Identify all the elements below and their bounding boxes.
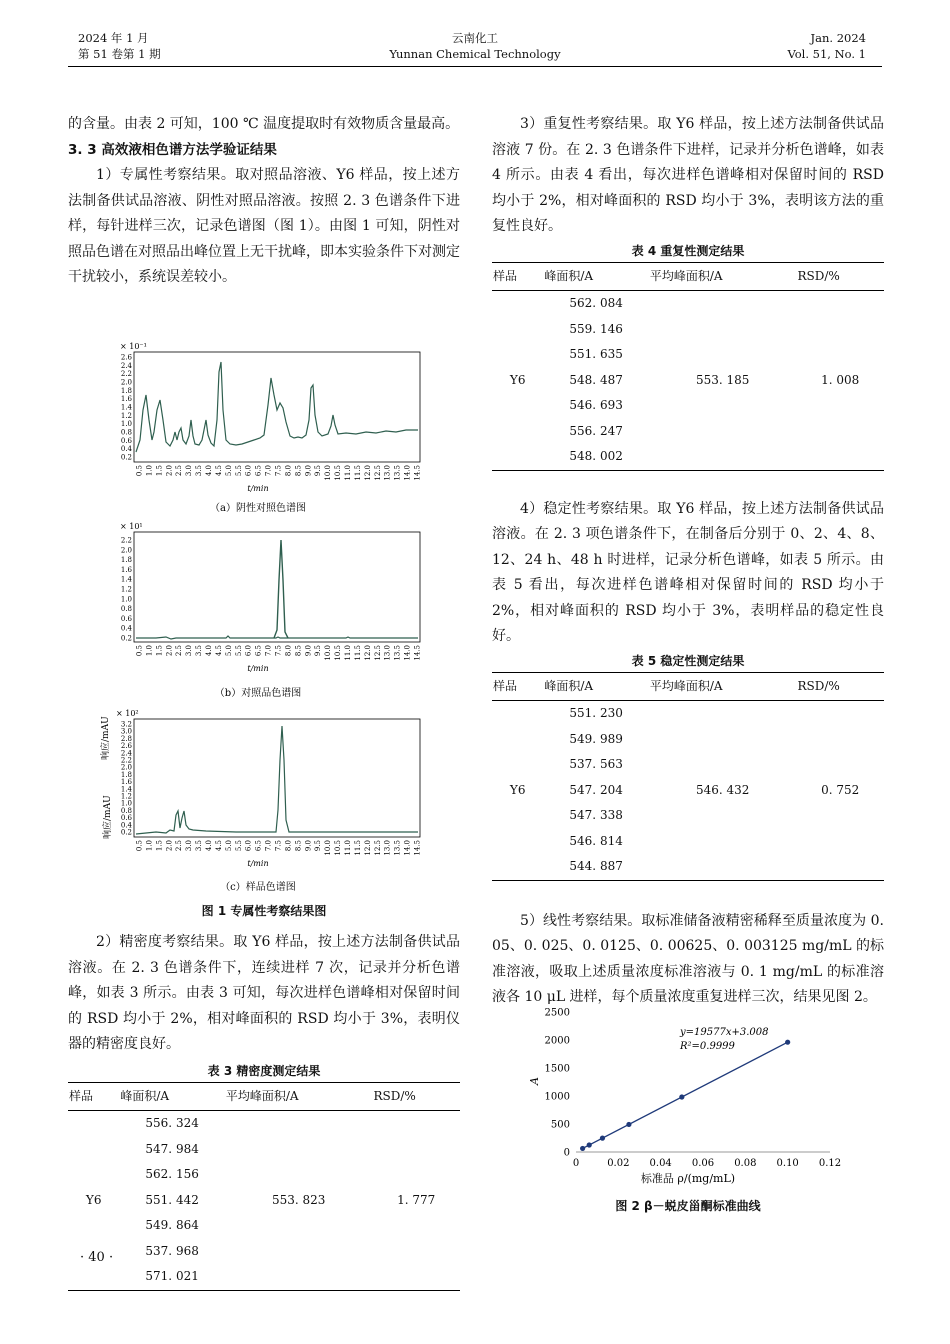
x-tick-label: 0.12 <box>818 1158 842 1169</box>
y-tick-label: 2.8 <box>120 734 132 743</box>
x-tick-label: 6.0 <box>244 645 253 657</box>
table-cell-mean: 553. 823 <box>225 1111 373 1291</box>
y-tick-label: 1.4 <box>120 785 132 794</box>
table-cell-area: 562. 084 <box>569 296 623 310</box>
x-tick-label: 9.0 <box>304 840 313 852</box>
chromatogram-b <box>120 522 422 699</box>
x-tick-label: 0.04 <box>649 1158 672 1169</box>
table-header-cell: 样品 <box>492 672 543 701</box>
y-tick-label: 2500 <box>544 1007 570 1019</box>
table-cell-area: 571. 021 <box>119 1264 225 1290</box>
x-tick-label: 11.0 <box>344 840 352 856</box>
paragraph-precision: 2）精密度考察结果。取 Y6 样品，按上述方法制备供试品溶液。在 2. 3 色谱条件下，连续进样 7 次，记录并分析色谱峰，如表 3 所示。由表 3 可知，每次进样色谱峰相对保留时间的 RSD 均小于 2%，相对峰面积的 RSD 均小于 3%，表明仪器的精密度良好。 <box>68 934 460 1052</box>
y-tick-label: 2.4 <box>120 361 132 370</box>
data-point <box>587 1142 592 1147</box>
x-tick-label: 12.5 <box>373 465 382 481</box>
x-tick-label: 9.0 <box>304 465 313 477</box>
table-cell-mean: 546. 432 <box>649 701 797 881</box>
x-tick-label: 12.0 <box>363 645 372 661</box>
x-tick-label: 2.5 <box>175 465 184 477</box>
trace-a <box>136 362 418 452</box>
table-cell-area: 546. 693 <box>569 398 623 412</box>
x-tick-label: 14.0 <box>403 465 412 481</box>
y-tick-label: 2.0 <box>120 763 132 772</box>
x-tick-label: 9.5 <box>314 465 323 477</box>
x-tick-label: 13.0 <box>383 465 392 481</box>
table-cell-area: 559. 146 <box>569 321 623 336</box>
table-row <box>492 701 884 727</box>
journal-volume: Jan. 2024 Vol. 51, No. 1 <box>787 31 866 61</box>
x-tick-label: 3.0 <box>185 840 194 852</box>
x-tick-label: 14.0 <box>403 645 412 661</box>
x-tick-label: 0.5 <box>135 645 144 657</box>
y-tick-label: 2.0 <box>120 378 132 387</box>
x-tick-label: 14.5 <box>413 645 422 661</box>
table-cell-area: 551. 635 <box>569 347 623 361</box>
x-tick-label: 3.5 <box>195 840 204 852</box>
y-tick-label: 1.8 <box>120 556 132 565</box>
trace-c <box>136 726 418 834</box>
multiplier-c: × 10² <box>116 709 139 718</box>
x-tick-label: 12.5 <box>373 840 382 856</box>
table-4-caption: 表 4 重复性测定结果 <box>631 243 745 258</box>
x-tick-label: 11.0 <box>344 645 352 661</box>
x-tick-label: 4.0 <box>205 840 213 852</box>
data-point <box>785 1040 790 1045</box>
table-header-cell: 样品 <box>492 262 543 291</box>
table-cell-sample: Y6 <box>492 291 543 471</box>
table-cell-sample: Y6 <box>68 1111 119 1291</box>
table-cell-area: 547. 338 <box>569 808 623 822</box>
x-tick-label: 10.5 <box>334 645 343 661</box>
x-tick-label: 1.5 <box>155 840 164 852</box>
x-tick-label: 1.0 <box>145 840 154 852</box>
x-tick-label: 13.0 <box>383 645 392 661</box>
left-column <box>68 112 460 291</box>
chromatogram-a <box>120 342 422 514</box>
x-tick-label: 0.06 <box>691 1158 715 1169</box>
y-tick-label: 0.4 <box>120 624 132 633</box>
table-cell-area: 537. 563 <box>569 757 623 771</box>
y-tick-label: 0.4 <box>120 445 132 454</box>
right-column <box>492 112 884 1011</box>
multiplier-b: × 10¹ <box>120 522 143 531</box>
x-tick-label: 11.5 <box>353 840 362 856</box>
y-tick-label: 1.0 <box>120 799 132 808</box>
y-tick-label: 0.6 <box>120 814 132 823</box>
y-tick-label: 0.2 <box>120 828 132 837</box>
x-tick-label: 5.5 <box>234 840 243 852</box>
table-cell-area: 548. 487 <box>569 372 623 387</box>
x-tick-label: 3.0 <box>185 645 194 657</box>
table-header-cell: 平均峰面积/A <box>649 672 797 701</box>
x-tick-label: 9.0 <box>304 645 313 657</box>
table-cell-sample: Y6 <box>492 701 543 881</box>
y-tick-label: 2.6 <box>120 353 132 362</box>
x-tick-label: 12.5 <box>373 645 382 661</box>
x-tick-label: 14.0 <box>403 840 412 856</box>
x-tick-label: 3.5 <box>195 465 204 477</box>
y-tick-label: 1.2 <box>120 792 132 801</box>
y-tick-label: 1.8 <box>120 770 132 779</box>
x-axis-label-a: t/min <box>247 484 269 493</box>
x-tick-label: 8.5 <box>294 645 303 657</box>
y-tick-label: 0.6 <box>120 436 132 445</box>
table-cell-area: 556. 247 <box>569 423 623 438</box>
x-tick-label: 4.5 <box>214 840 223 852</box>
y-tick-label: 1.4 <box>120 575 132 584</box>
y-tick-label: 0.8 <box>120 806 132 815</box>
x-tick-label: 6.5 <box>254 840 263 852</box>
x-tick-label: 0 <box>572 1158 580 1169</box>
y-tick-label: 2.0 <box>120 546 132 555</box>
figure-2-caption: 图 2 β－蜕皮甾酮标准曲线 <box>615 1199 761 1213</box>
x-tick-label: 10.5 <box>334 840 343 856</box>
x-tick-label: 5.0 <box>224 465 233 477</box>
paragraph-specificity: 1）专属性考察结果。取对照品溶液、Y6 样品，按上述方法制备供试品溶液、阴性对照品溶液。按照 2. 3 色谱条件下进样，每针进样三次，记录色谱图（图 1）。由图 1 可知，阴性对照品色谱在对照品出峰位置上无干扰峰，即本实验条件下对测定干扰较小，系统误差较小。 <box>68 167 460 285</box>
chromatogram-c <box>116 709 422 893</box>
table-cell-area: 549. 989 <box>569 731 623 746</box>
x-tick-label: 4.0 <box>205 645 213 657</box>
page-number: · 40 · <box>80 1250 114 1265</box>
x-tick-label: 4.5 <box>214 645 223 657</box>
data-point <box>600 1136 605 1141</box>
x-tick-label: 2.5 <box>175 840 184 852</box>
table-cell-mean: 553. 185 <box>649 291 797 471</box>
table-header-row <box>492 672 884 701</box>
y-tick-label: 2.2 <box>120 756 132 765</box>
x-tick-label: 11.5 <box>353 465 362 481</box>
table-header-cell: RSD/% <box>796 672 884 701</box>
x-tick-label: 5.0 <box>224 840 233 852</box>
x-tick-label: 13.0 <box>383 840 392 856</box>
y-tick-label: 0.8 <box>120 605 132 614</box>
table-cell-rsd: 1. 008 <box>796 291 884 471</box>
x-tick-label: 2.0 <box>165 840 174 852</box>
x-tick-label: 10.0 <box>324 840 333 856</box>
x-tick-label: 7.0 <box>264 465 273 477</box>
paragraph-linearity: 5）线性考察结果。取标准储备液精密稀释至质量浓度为 0. 05、0. 025、0. 0125、0. 00625、0. 003125 mg/mL 的标准溶液，吸取上述质量浓度标准溶液与 0. 1 mg/mL 的标准溶液各 10 μL 进样，每个质量浓度重复进样三次，结果见图 2。 <box>492 912 884 1005</box>
y-tick-label: 1.4 <box>120 403 132 412</box>
table-3 <box>68 1082 460 1291</box>
subcaption-c: （c）样品色谱图 <box>220 882 296 893</box>
paragraph-conclusion: 的含量。由表 2 可知，100 ℃ 温度提取时有效物质含量最高。 <box>68 116 460 132</box>
x-tick-label: 9.5 <box>314 645 323 657</box>
journal-date: 2024 年 1 月 第 51 卷第 1 期 <box>78 31 161 61</box>
table-cell-area: 551. 442 <box>145 1192 199 1207</box>
y-tick-label: 0.2 <box>120 453 132 462</box>
table-cell-area: 544. 887 <box>543 854 649 880</box>
x-tick-label: 12.0 <box>363 465 372 481</box>
table-header-cell: 峰面积/A <box>543 262 649 291</box>
x-tick-label: 5.0 <box>224 645 233 657</box>
table-cell-area: 547. 984 <box>145 1141 199 1156</box>
x-tick-label: 1.0 <box>145 645 154 657</box>
x-tick-label: 6.0 <box>244 465 253 477</box>
x-tick-label: 10.5 <box>334 465 343 481</box>
y-axis-label-a: 响应/mAU <box>101 716 111 760</box>
y-axis-label: A <box>528 1077 541 1085</box>
y-tick-label: 1.6 <box>120 395 132 404</box>
table-header-cell: 平均峰面积/A <box>225 1082 373 1111</box>
y-tick-label: 2000 <box>544 1035 570 1047</box>
x-tick-label: 4.5 <box>214 465 223 477</box>
x-tick-label: 0.10 <box>776 1158 799 1169</box>
x-axis-label-b: t/min <box>247 664 269 673</box>
table-header-cell: 峰面积/A <box>543 672 649 701</box>
x-tick-label: 0.08 <box>734 1158 757 1169</box>
x-tick-label: 11.0 <box>344 465 352 481</box>
data-point <box>679 1094 684 1099</box>
y-tick-label: 1.6 <box>120 565 132 574</box>
data-point <box>626 1122 631 1127</box>
table-header-row <box>492 262 884 291</box>
table-4 <box>492 262 884 471</box>
r-squared: R²=0.9999 <box>680 1041 735 1052</box>
x-tick-label: 8.0 <box>284 840 293 852</box>
table-cell-rsd: 0. 752 <box>796 701 884 881</box>
y-tick-label: 0.6 <box>120 614 132 623</box>
x-tick-label: 0.5 <box>135 465 144 477</box>
x-axis-label-c: t/min <box>247 859 269 868</box>
x-tick-label: 4.0 <box>205 465 213 477</box>
x-axis-label: 标准品 ρ/(mg/mL) <box>640 1172 736 1185</box>
subcaption-a: （a）阴性对照色谱图 <box>210 503 306 514</box>
y-axis-label-c: 响应/mAU <box>103 795 113 839</box>
x-tick-label: 8.5 <box>294 840 303 852</box>
y-tick-label: 2.2 <box>120 370 132 379</box>
journal-name: 云南化工 Yunnan Chemical Technology <box>389 31 561 61</box>
x-tick-label: 0.02 <box>607 1158 630 1169</box>
y-tick-label: 3.2 <box>120 720 132 729</box>
x-tick-label: 13.5 <box>393 645 402 661</box>
table-cell-area: 562. 156 <box>145 1167 199 1181</box>
y-tick-label: 1500 <box>544 1063 570 1075</box>
x-tick-label: 2.0 <box>165 645 174 657</box>
x-tick-label: 10.0 <box>324 645 333 661</box>
data-point <box>580 1146 585 1151</box>
table-cell-area: 551. 230 <box>569 706 623 720</box>
table-header-cell: 峰面积/A <box>119 1082 225 1111</box>
y-tick-label: 3.0 <box>120 727 132 736</box>
figure-2-calibration-curve <box>528 990 858 1210</box>
peak-b <box>274 540 288 638</box>
x-tick-label: 13.5 <box>393 465 402 481</box>
x-tick-label: 1.0 <box>145 465 154 477</box>
y-tick-label: 2.2 <box>120 536 132 545</box>
x-tick-label: 12.0 <box>363 840 372 856</box>
y-tick-label: 0.4 <box>120 821 132 830</box>
x-tick-label: 8.0 <box>284 465 293 477</box>
x-tick-label: 8.5 <box>294 465 303 477</box>
fit-line <box>583 1042 788 1148</box>
x-tick-label: 6.0 <box>244 840 253 852</box>
x-tick-label: 7.0 <box>264 840 273 852</box>
y-tick-label: 1.0 <box>120 420 132 429</box>
table-cell-rsd: 1. 777 <box>372 1111 460 1291</box>
x-tick-label: 5.5 <box>234 645 243 657</box>
paragraph-stability: 4）稳定性考察结果。取 Y6 样品，按上述方法制备供试品溶液。在 2. 3 项色谱条件下，在制备后分别于 0、2、4、8、12、24 h、48 h 时进样，记录分析色谱峰，如表 5 所示。由表 5 看出，每次进样色谱峰相对保留时间的 RSD 均小于 2%，相对峰面积的 RSD 均小于 3%，表明样品的稳定性良好。 <box>492 500 884 644</box>
table-cell-area: 556. 324 <box>145 1116 199 1130</box>
x-tick-label: 6.5 <box>254 645 263 657</box>
regression-equation: y=19577x+3.008 <box>680 1027 769 1038</box>
table-cell-area: 548. 002 <box>543 444 649 470</box>
left-column-lower <box>68 930 460 1291</box>
x-tick-label: 7.5 <box>274 465 283 477</box>
y-tick-label: 1.2 <box>120 411 132 420</box>
x-tick-label: 8.0 <box>284 645 293 657</box>
x-tick-label: 11.5 <box>353 645 362 661</box>
y-tick-label: 0.8 <box>120 428 132 437</box>
table-cell-area: 546. 814 <box>569 833 623 848</box>
table-row <box>68 1111 460 1137</box>
y-tick-label: 1.8 <box>120 386 132 395</box>
y-tick-label: 1000 <box>544 1091 570 1103</box>
x-tick-label: 7.5 <box>274 645 283 657</box>
table-3-caption: 表 3 精密度测定结果 <box>207 1063 321 1078</box>
y-tick-label: 1.6 <box>120 778 132 787</box>
table-row <box>492 291 884 317</box>
trace-b <box>136 636 418 639</box>
table-header-cell: RSD/% <box>372 1082 460 1111</box>
x-tick-label: 6.5 <box>254 465 263 477</box>
x-tick-label: 3.0 <box>185 465 194 477</box>
y-tick-label: 0.2 <box>120 634 132 643</box>
y-tick-label: 1.0 <box>120 595 132 604</box>
table-5 <box>492 672 884 881</box>
table-cell-area: 547. 204 <box>569 782 623 797</box>
multiplier-a: × 10⁻¹ <box>120 342 147 351</box>
section-heading-3-3: 3. 3 高效液相色谱方法学验证结果 <box>68 141 277 158</box>
table-header-row <box>68 1082 460 1111</box>
x-tick-label: 13.5 <box>393 840 402 856</box>
x-tick-label: 1.5 <box>155 645 164 657</box>
y-tick-label: 2.4 <box>120 749 132 758</box>
x-tick-label: 2.5 <box>175 645 184 657</box>
x-tick-label: 7.5 <box>274 840 283 852</box>
x-tick-label: 14.5 <box>413 465 422 481</box>
x-tick-label: 2.0 <box>165 465 174 477</box>
table-cell-area: 537. 968 <box>145 1243 199 1258</box>
y-tick-label: 0 <box>563 1147 570 1159</box>
x-tick-label: 7.0 <box>264 645 273 657</box>
table-header-cell: 样品 <box>68 1082 119 1111</box>
x-tick-label: 3.5 <box>195 645 204 657</box>
x-tick-label: 5.5 <box>234 465 243 477</box>
figure-1-caption: 图 1 专属性考察结果图 <box>201 904 327 918</box>
table-header-cell: 平均峰面积/A <box>649 262 797 291</box>
y-tick-label: 1.2 <box>120 585 132 594</box>
paragraph-repeatability: 3）重复性考察结果。取 Y6 样品，按上述方法制备供试品溶液 7 份。在 2. 3 色谱条件下进样，记录并分析色谱峰，如表 4 所示。由表 4 看出，每次进样色谱峰相对保留时间的 RSD 均小于 2%，相对峰面积的 RSD 均小于 3%，表明该方法的重复性良好。 <box>492 116 884 234</box>
y-axis-label-c-wrap <box>100 775 112 849</box>
y-tick-label: 500 <box>550 1119 570 1131</box>
y-tick-label: 2.6 <box>120 742 132 751</box>
table-cell-area: 549. 864 <box>145 1218 199 1232</box>
subcaption-b: （b）对照品色谱图 <box>214 688 302 699</box>
x-tick-label: 14.5 <box>413 840 422 856</box>
x-tick-label: 9.5 <box>314 840 323 852</box>
x-tick-label: 10.0 <box>324 465 333 481</box>
header-rule <box>68 66 882 67</box>
table-header-cell: RSD/% <box>796 262 884 291</box>
x-tick-label: 0.5 <box>135 840 144 852</box>
figure-1-chromatograms <box>96 340 436 910</box>
x-tick-label: 1.5 <box>155 465 164 477</box>
table-5-caption: 表 5 稳定性测定结果 <box>631 653 745 668</box>
